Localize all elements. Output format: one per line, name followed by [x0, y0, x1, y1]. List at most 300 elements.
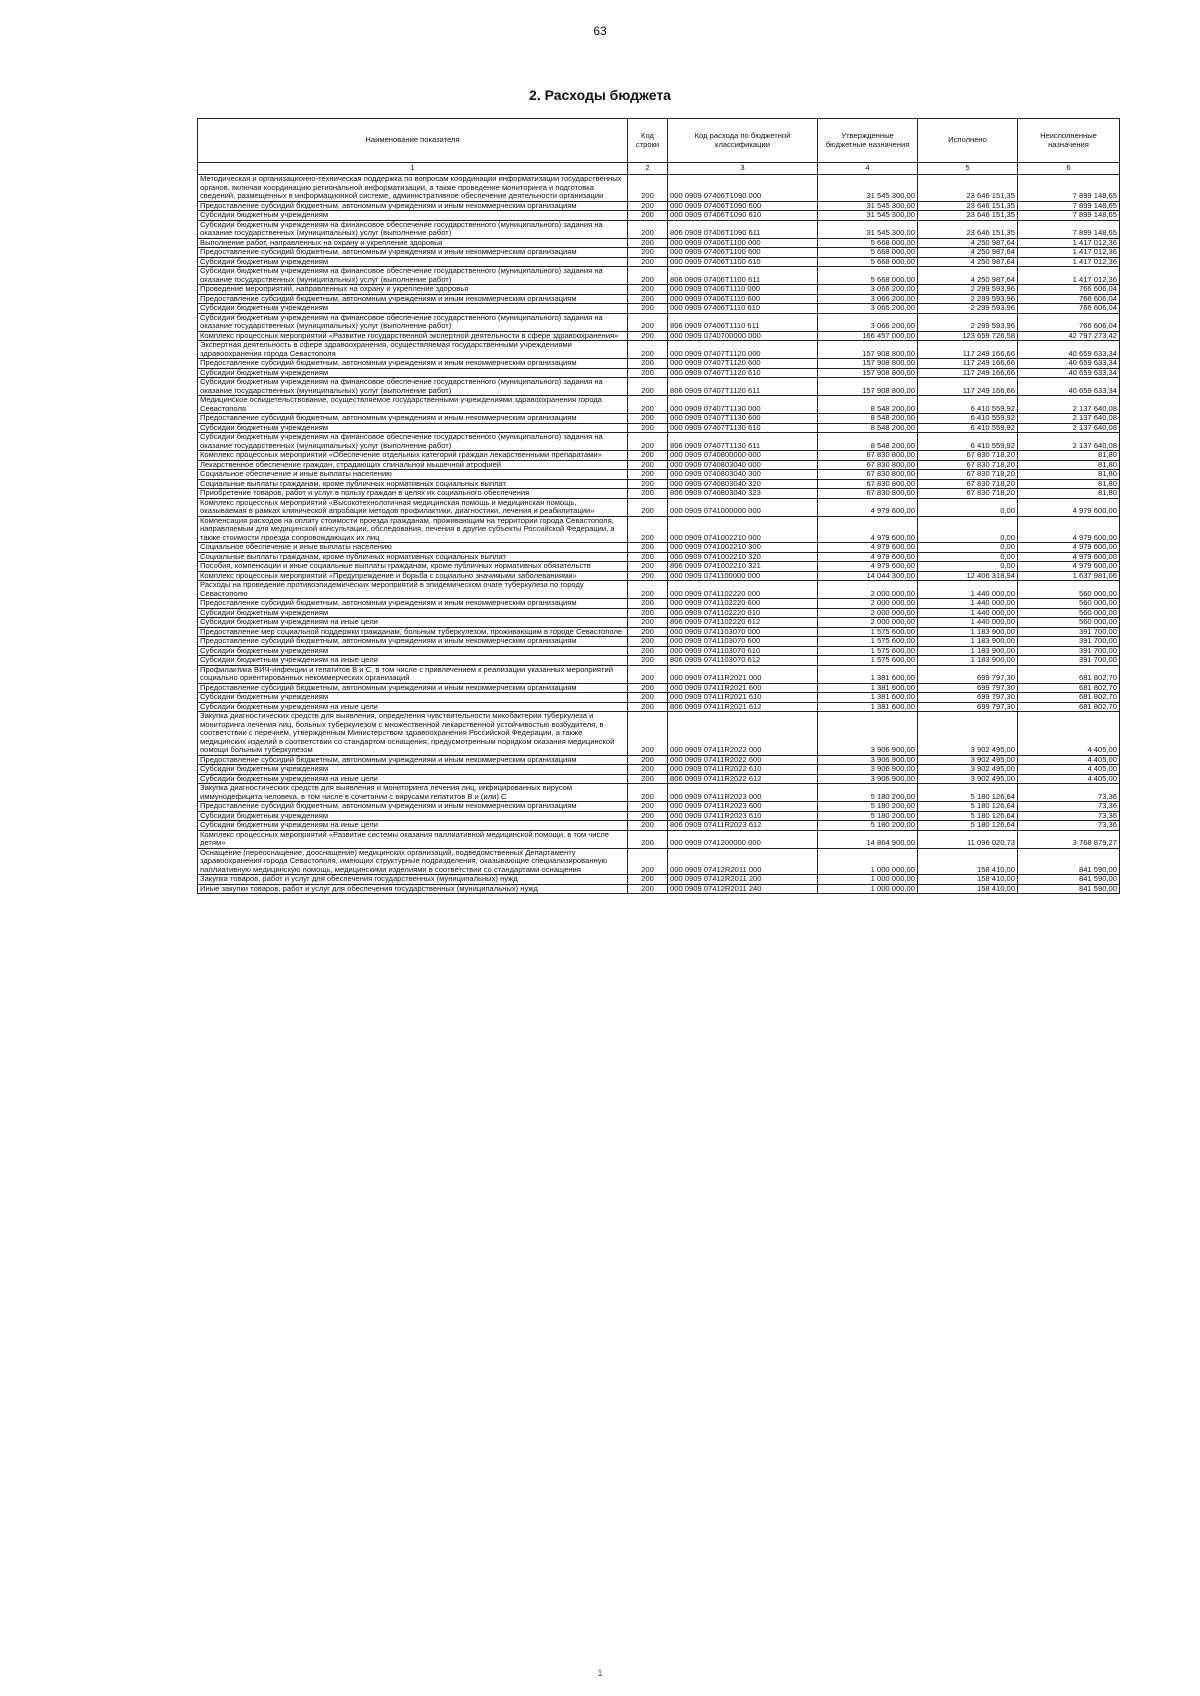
- line-code-cell: 200: [628, 848, 668, 875]
- approved-amount-cell: 1 381 600,00: [818, 693, 918, 703]
- classification-code-cell: 000 0909 0741000000 000: [668, 498, 818, 516]
- approved-amount-cell: 8 548 200,00: [818, 414, 918, 424]
- indicator-name-cell: Пособия, компенсации и иные социальные выплаты гражданам, кроме публичных нормативных обязательств: [198, 562, 628, 572]
- classification-code-cell: 000 0909 07406Т1090 000: [668, 175, 818, 202]
- line-code-cell: 200: [628, 802, 668, 812]
- indicator-name-cell: Субсидии бюджетным учреждениям: [198, 765, 628, 775]
- table-row: [198, 378, 1120, 396]
- table-row: [198, 220, 1120, 238]
- unexecuted-amount-cell: 81,80: [1018, 451, 1120, 461]
- classification-code-cell: 000 0909 07406Т1110 000: [668, 285, 818, 295]
- budget-expenses-table: [197, 118, 1120, 894]
- line-code-cell: 200: [628, 637, 668, 647]
- classification-code-cell: 000 0909 0740800000 000: [668, 451, 818, 461]
- classification-code-cell: 000 0909 0740700000 000: [668, 331, 818, 341]
- classification-code-cell: 000 0909 07411R2022 610: [668, 765, 818, 775]
- executed-amount-cell: 0,00: [918, 552, 1018, 562]
- line-code-cell: 200: [628, 238, 668, 248]
- approved-amount-cell: 31 545 300,00: [818, 211, 918, 221]
- executed-amount-cell: 158 410,00: [918, 848, 1018, 875]
- indicator-name-cell: Предоставление субсидий бюджетным, автономным учреждениям и иным некоммерческим организациям: [198, 294, 628, 304]
- approved-amount-cell: 4 979 600,00: [818, 562, 918, 572]
- unexecuted-amount-cell: 81,80: [1018, 479, 1120, 489]
- executed-amount-cell: 117 249 166,66: [918, 341, 1018, 359]
- executed-amount-cell: 699 797,30: [918, 665, 1018, 683]
- table-row: [198, 414, 1120, 424]
- line-code-cell: 200: [628, 646, 668, 656]
- executed-amount-cell: 1 183 900,00: [918, 646, 1018, 656]
- table-row: [198, 201, 1120, 211]
- line-code-cell: 200: [628, 693, 668, 703]
- executed-amount-cell: 5 180 126,64: [918, 811, 1018, 821]
- indicator-name-cell: Закупка товаров, работ и услуг для обеспечения государственных (муниципальных) нужд: [198, 875, 628, 885]
- classification-code-cell: 806 0909 0740803040 323: [668, 489, 818, 499]
- approved-amount-cell: 4 979 600,00: [818, 516, 918, 543]
- column-number: 5: [918, 163, 1018, 175]
- indicator-name-cell: Комплекс процессных мероприятий «Предупреждение и борьба с социально значимыми заболеваниями»: [198, 571, 628, 581]
- indicator-name-cell: Субсидии бюджетным учреждениям: [198, 693, 628, 703]
- table-row: [198, 267, 1120, 285]
- classification-code-cell: 000 0909 0741200000 000: [668, 830, 818, 848]
- approved-amount-cell: 1 575 600,00: [818, 637, 918, 647]
- executed-amount-cell: 6 410 559,92: [918, 423, 1018, 433]
- table-row: [198, 802, 1120, 812]
- approved-amount-cell: 67 830 800,00: [818, 470, 918, 480]
- table-row: [198, 599, 1120, 609]
- indicator-name-cell: Проведение мероприятий, направленных на охрану и укрепление здоровья: [198, 285, 628, 295]
- line-code-cell: 200: [628, 627, 668, 637]
- indicator-name-cell: Приобретение товаров, работ и услуг в пользу граждан в целях их социального обеспечения: [198, 489, 628, 499]
- classification-code-cell: 806 0909 07406Т1100 611: [668, 267, 818, 285]
- line-code-cell: 200: [628, 562, 668, 572]
- classification-code-cell: 000 0909 07411R2022 000: [668, 712, 818, 756]
- line-code-cell: 200: [628, 774, 668, 784]
- approved-amount-cell: 1 381 600,00: [818, 702, 918, 712]
- unexecuted-amount-cell: 841 590,00: [1018, 875, 1120, 885]
- unexecuted-amount-cell: 391 700,00: [1018, 656, 1120, 666]
- executed-amount-cell: 1 440 000,00: [918, 618, 1018, 628]
- unexecuted-amount-cell: 73,36: [1018, 821, 1120, 831]
- table-row: [198, 211, 1120, 221]
- unexecuted-amount-cell: 7 899 148,65: [1018, 211, 1120, 221]
- table-row: [198, 238, 1120, 248]
- unexecuted-amount-cell: 4 979 600,00: [1018, 498, 1120, 516]
- classification-code-cell: 000 0909 07407Т1130 000: [668, 396, 818, 414]
- header-classification-code: Код расхода по бюджетной классификации: [668, 119, 818, 163]
- page-footer-mark: 1: [597, 1668, 603, 1678]
- executed-amount-cell: 4 250 987,64: [918, 238, 1018, 248]
- unexecuted-amount-cell: 81,80: [1018, 489, 1120, 499]
- indicator-name-cell: Комплекс процессных мероприятий «Развитие системы оказания паллиативной медицинской помощи, в том числе детям»: [198, 830, 628, 848]
- line-code-cell: 200: [628, 755, 668, 765]
- classification-code-cell: 000 0909 07411R2022 600: [668, 755, 818, 765]
- table-row: [198, 423, 1120, 433]
- indicator-name-cell: Субсидии бюджетным учреждениям: [198, 257, 628, 267]
- table-row: [198, 359, 1120, 369]
- indicator-name-cell: Расходы на проведение противоэпидемических мероприятий в эпидемическом очаге туберкулеза по городу Севастополю: [198, 581, 628, 599]
- executed-amount-cell: 4 250 987,64: [918, 267, 1018, 285]
- line-code-cell: 200: [628, 479, 668, 489]
- unexecuted-amount-cell: 81,80: [1018, 470, 1120, 480]
- approved-amount-cell: 2 000 000,00: [818, 581, 918, 599]
- table-row: [198, 702, 1120, 712]
- table-row: [198, 396, 1120, 414]
- classification-code-cell: 806 0909 0741002210 321: [668, 562, 818, 572]
- indicator-name-cell: Субсидии бюджетным учреждениям: [198, 304, 628, 314]
- classification-code-cell: 806 0909 07411R2022 612: [668, 774, 818, 784]
- indicator-name-cell: Закупка диагностических средств для выявления, определения чувствительности микобактерии туберкулеза и мониторинга лечения лиц, больных туберкулезом с множественной лекарственной устойчивостью возбудителя, в соответствии с перечнем, утвержденным Министерством здравоохранения Российской Федерации, а также медицинских изделий в соответствии со стандартом оснащения, предусмотренным порядком оказания медицинской помощи больным туберкулезом: [198, 712, 628, 756]
- executed-amount-cell: 23 646 151,35: [918, 201, 1018, 211]
- table-row: [198, 830, 1120, 848]
- section-title: 2. Расходы бюджета: [529, 87, 671, 103]
- table-row: [198, 479, 1120, 489]
- line-code-cell: 200: [628, 498, 668, 516]
- line-code-cell: 200: [628, 702, 668, 712]
- table-row: [198, 294, 1120, 304]
- line-code-cell: 200: [628, 175, 668, 202]
- approved-amount-cell: 1 575 600,00: [818, 627, 918, 637]
- approved-amount-cell: 67 830 800,00: [818, 489, 918, 499]
- line-code-cell: 200: [628, 608, 668, 618]
- column-number: 4: [818, 163, 918, 175]
- indicator-name-cell: Предоставление субсидий бюджетным, автономным учреждениям и иным некоммерческим организациям: [198, 359, 628, 369]
- table-row: [198, 875, 1120, 885]
- indicator-name-cell: Методическая и организационно-техническая поддержка по вопросам координации информатизации государственных органов, включая координацию региональной информатизации, а также проведение мониторинга и подготовка сведений, размещенных в информационной системе, административное обеспечение деятельности организации: [198, 175, 628, 202]
- line-code-cell: 200: [628, 489, 668, 499]
- indicator-name-cell: Оснащение (переоснащение, дооснащение) медицинских организаций, подведомственных Департаменту здравоохранения города Севастополя, имеющих структурные подразделения, оказывающие специализированную паллиативную медицинскую помощь, медицинскими изделиями в соответствии со стандартами оснащения: [198, 848, 628, 875]
- indicator-name-cell: Субсидии бюджетным учреждениям: [198, 811, 628, 821]
- unexecuted-amount-cell: 1 417 012,36: [1018, 248, 1120, 258]
- line-code-cell: 200: [628, 331, 668, 341]
- executed-amount-cell: 1 440 000,00: [918, 608, 1018, 618]
- approved-amount-cell: 8 548 200,00: [818, 423, 918, 433]
- line-code-cell: 200: [628, 875, 668, 885]
- table-row: [198, 646, 1120, 656]
- executed-amount-cell: 3 902 495,00: [918, 712, 1018, 756]
- executed-amount-cell: 67 830 718,20: [918, 460, 1018, 470]
- table-row: [198, 552, 1120, 562]
- line-code-cell: 200: [628, 248, 668, 258]
- approved-amount-cell: 5 668 000,00: [818, 267, 918, 285]
- approved-amount-cell: 4 979 600,00: [818, 498, 918, 516]
- executed-amount-cell: 1 183 900,00: [918, 656, 1018, 666]
- unexecuted-amount-cell: 681 802,70: [1018, 693, 1120, 703]
- line-code-cell: 200: [628, 423, 668, 433]
- table-row: [198, 848, 1120, 875]
- classification-code-cell: 000 0909 0740803040 000: [668, 460, 818, 470]
- line-code-cell: 200: [628, 543, 668, 553]
- table-row: [198, 257, 1120, 267]
- executed-amount-cell: 0,00: [918, 562, 1018, 572]
- unexecuted-amount-cell: 40 659 633,34: [1018, 368, 1120, 378]
- classification-code-cell: 806 0909 07406Т1090 611: [668, 220, 818, 238]
- approved-amount-cell: 1 381 600,00: [818, 683, 918, 693]
- classification-code-cell: 000 0909 07406Т1100 600: [668, 248, 818, 258]
- approved-amount-cell: 5 668 000,00: [818, 248, 918, 258]
- executed-amount-cell: 67 830 718,20: [918, 470, 1018, 480]
- approved-amount-cell: 67 830 800,00: [818, 460, 918, 470]
- approved-amount-cell: 67 830 800,00: [818, 479, 918, 489]
- unexecuted-amount-cell: 391 700,00: [1018, 627, 1120, 637]
- unexecuted-amount-cell: 42 797 273,42: [1018, 331, 1120, 341]
- approved-amount-cell: 5 668 000,00: [818, 257, 918, 267]
- unexecuted-amount-cell: 560 000,00: [1018, 599, 1120, 609]
- executed-amount-cell: 1 440 000,00: [918, 581, 1018, 599]
- unexecuted-amount-cell: 1 417 012,36: [1018, 257, 1120, 267]
- classification-code-cell: 000 0909 07407Т1130 610: [668, 423, 818, 433]
- line-code-cell: 200: [628, 618, 668, 628]
- line-code-cell: 200: [628, 884, 668, 894]
- unexecuted-amount-cell: 73,36: [1018, 784, 1120, 802]
- line-code-cell: 200: [628, 313, 668, 331]
- unexecuted-amount-cell: 681 802,70: [1018, 665, 1120, 683]
- executed-amount-cell: 0,00: [918, 498, 1018, 516]
- executed-amount-cell: 23 646 151,35: [918, 220, 1018, 238]
- approved-amount-cell: 1 000 000,00: [818, 884, 918, 894]
- executed-amount-cell: 4 250 987,64: [918, 248, 1018, 258]
- executed-amount-cell: 67 830 718,20: [918, 479, 1018, 489]
- unexecuted-amount-cell: 40 659 633,34: [1018, 378, 1120, 396]
- column-number: 3: [668, 163, 818, 175]
- line-code-cell: 200: [628, 811, 668, 821]
- indicator-name-cell: Закупка диагностических средств для выявления и мониторинга лечения лиц, инфицированных вирусом иммунодефицита человека, в том числе в сочетании с вирусами гепатитов В и (или) С: [198, 784, 628, 802]
- unexecuted-amount-cell: 560 000,00: [1018, 608, 1120, 618]
- table-row: [198, 451, 1120, 461]
- indicator-name-cell: Предоставление субсидий бюджетным, автономным учреждениям и иным некоммерческим организациям: [198, 755, 628, 765]
- executed-amount-cell: 3 902 495,00: [918, 774, 1018, 784]
- indicator-name-cell: Предоставление субсидий бюджетным, автономным учреждениям и иным некоммерческим организациям: [198, 599, 628, 609]
- classification-code-cell: 000 0909 0741002210 320: [668, 552, 818, 562]
- table-row: [198, 755, 1120, 765]
- table-row: [198, 543, 1120, 553]
- classification-code-cell: 806 0909 07411R2021 612: [668, 702, 818, 712]
- approved-amount-cell: 3 906 900,00: [818, 765, 918, 775]
- classification-code-cell: 000 0909 07406Т1090 610: [668, 211, 818, 221]
- executed-amount-cell: 2 299 593,96: [918, 285, 1018, 295]
- unexecuted-amount-cell: 766 606,04: [1018, 294, 1120, 304]
- table-row: [198, 811, 1120, 821]
- line-code-cell: 200: [628, 378, 668, 396]
- classification-code-cell: 000 0909 07411R2021 000: [668, 665, 818, 683]
- classification-code-cell: 000 0909 07406Т1100 000: [668, 238, 818, 248]
- executed-amount-cell: 5 180 126,64: [918, 802, 1018, 812]
- unexecuted-amount-cell: 7 899 148,65: [1018, 220, 1120, 238]
- approved-amount-cell: 1 575 600,00: [818, 646, 918, 656]
- unexecuted-amount-cell: 2 137 640,08: [1018, 433, 1120, 451]
- approved-amount-cell: 166 457 000,00: [818, 331, 918, 341]
- table-row: [198, 821, 1120, 831]
- table-row: [198, 693, 1120, 703]
- unexecuted-amount-cell: 766 606,04: [1018, 285, 1120, 295]
- executed-amount-cell: 1 183 900,00: [918, 627, 1018, 637]
- table-row: [198, 765, 1120, 775]
- indicator-name-cell: Комплекс процессных мероприятий «Развитие государственной экспертной деятельности в сфере здравоохранения»: [198, 331, 628, 341]
- indicator-name-cell: Комплекс процессных мероприятий «Обеспечение отдельных категорий граждан лекарственными препаратами»: [198, 451, 628, 461]
- indicator-name-cell: Предоставление мер социальной поддержки гражданам, больным туберкулезом, проживающим в городе Севастополе: [198, 627, 628, 637]
- header-executed: Исполнено: [918, 119, 1018, 163]
- indicator-name-cell: Комплекс процессных мероприятий «Высокотехнологичная медицинская помощь и медицинская помощь, оказываемая в рамках клинической апробации методов профилактики, диагностики, лечения и реабилитации»: [198, 498, 628, 516]
- line-code-cell: 200: [628, 451, 668, 461]
- indicator-name-cell: Субсидии бюджетным учреждениям: [198, 423, 628, 433]
- classification-code-cell: 000 0909 07411R2023 000: [668, 784, 818, 802]
- unexecuted-amount-cell: 766 606,04: [1018, 304, 1120, 314]
- line-code-cell: 200: [628, 396, 668, 414]
- executed-amount-cell: 6 410 559,92: [918, 414, 1018, 424]
- table-row: [198, 313, 1120, 331]
- unexecuted-amount-cell: 560 000,00: [1018, 618, 1120, 628]
- indicator-name-cell: Предоставление субсидий бюджетным, автономным учреждениям и иным некоммерческим организациям: [198, 201, 628, 211]
- unexecuted-amount-cell: 40 659 633,34: [1018, 359, 1120, 369]
- table-row: [198, 285, 1120, 295]
- unexecuted-amount-cell: 73,36: [1018, 802, 1120, 812]
- executed-amount-cell: 699 797,30: [918, 683, 1018, 693]
- unexecuted-amount-cell: 1 417 012,36: [1018, 238, 1120, 248]
- table-row: [198, 516, 1120, 543]
- line-code-cell: 200: [628, 821, 668, 831]
- approved-amount-cell: 3 906 900,00: [818, 774, 918, 784]
- line-code-cell: 200: [628, 220, 668, 238]
- executed-amount-cell: 12 406 318,94: [918, 571, 1018, 581]
- unexecuted-amount-cell: 4 979 600,00: [1018, 562, 1120, 572]
- approved-amount-cell: 3 906 900,00: [818, 712, 918, 756]
- indicator-name-cell: Субсидии бюджетным учреждениям на финансовое обеспечение государственного (муниципального) задания на оказание государственных (муниципальных) услуг (выполнение работ): [198, 433, 628, 451]
- classification-code-cell: 000 0909 07406Т1110 610: [668, 304, 818, 314]
- line-code-cell: 200: [628, 581, 668, 599]
- unexecuted-amount-cell: 841 590,00: [1018, 884, 1120, 894]
- indicator-name-cell: Субсидии бюджетным учреждениям на иные цели: [198, 618, 628, 628]
- classification-code-cell: 000 0909 0741100000 000: [668, 571, 818, 581]
- approved-amount-cell: 5 180 200,00: [818, 821, 918, 831]
- classification-code-cell: 806 0909 07411R2023 612: [668, 821, 818, 831]
- line-code-cell: 200: [628, 470, 668, 480]
- approved-amount-cell: 67 830 800,00: [818, 451, 918, 461]
- executed-amount-cell: 3 902 495,00: [918, 755, 1018, 765]
- approved-amount-cell: 3 066 200,00: [818, 304, 918, 314]
- classification-code-cell: 000 0909 0741103070 610: [668, 646, 818, 656]
- table-row: [198, 331, 1120, 341]
- unexecuted-amount-cell: 766 606,04: [1018, 313, 1120, 331]
- line-code-cell: 200: [628, 599, 668, 609]
- approved-amount-cell: 157 908 800,00: [818, 378, 918, 396]
- column-number-row: [198, 163, 1120, 175]
- table-row: [198, 489, 1120, 499]
- indicator-name-cell: Выполнение работ, направленных на охрану и укрепление здоровья: [198, 238, 628, 248]
- classification-code-cell: 000 0909 0741102220 000: [668, 581, 818, 599]
- executed-amount-cell: 117 249 166,66: [918, 378, 1018, 396]
- unexecuted-amount-cell: 4 405,00: [1018, 774, 1120, 784]
- indicator-name-cell: Медицинское освидетельствование, осуществляемое государственными учреждениями здравоохранения города Севастополя: [198, 396, 628, 414]
- table-body: [198, 175, 1120, 894]
- indicator-name-cell: Предоставление субсидий бюджетным, автономным учреждениям и иным некоммерческим организациям: [198, 248, 628, 258]
- classification-code-cell: 000 0909 0741002210 300: [668, 543, 818, 553]
- unexecuted-amount-cell: 2 137 640,08: [1018, 423, 1120, 433]
- approved-amount-cell: 5 180 200,00: [818, 811, 918, 821]
- approved-amount-cell: 1 381 600,00: [818, 665, 918, 683]
- line-code-cell: 200: [628, 304, 668, 314]
- indicator-name-cell: Социальное обеспечение и иные выплаты населению: [198, 470, 628, 480]
- indicator-name-cell: Предоставление субсидий бюджетным, автономным учреждениям и иным некоммерческим организациям: [198, 637, 628, 647]
- classification-code-cell: 806 0909 07407Т1120 611: [668, 378, 818, 396]
- classification-code-cell: 000 0909 0741103070 600: [668, 637, 818, 647]
- approved-amount-cell: 8 548 200,00: [818, 433, 918, 451]
- executed-amount-cell: 0,00: [918, 516, 1018, 543]
- table-row: [198, 175, 1120, 202]
- indicator-name-cell: Субсидии бюджетным учреждениям на иные цели: [198, 821, 628, 831]
- table-row: [198, 248, 1120, 258]
- executed-amount-cell: 6 410 559,92: [918, 433, 1018, 451]
- indicator-name-cell: Субсидии бюджетным учреждениям на иные цели: [198, 774, 628, 784]
- line-code-cell: 200: [628, 656, 668, 666]
- indicator-name-cell: Социальные выплаты гражданам, кроме публичных нормативных социальных выплат: [198, 479, 628, 489]
- header-approved: Утвержденные бюджетные назначения: [818, 119, 918, 163]
- unexecuted-amount-cell: 2 137 640,08: [1018, 396, 1120, 414]
- classification-code-cell: 000 0909 0741002210 000: [668, 516, 818, 543]
- table-row: [198, 774, 1120, 784]
- indicator-name-cell: Субсидии бюджетным учреждениям на финансовое обеспечение государственного (муниципального) задания на оказание государственных (муниципальных) услуг (выполнение работ): [198, 313, 628, 331]
- header-unexecuted: Неисполненные назначения: [1018, 119, 1120, 163]
- table-row: [198, 498, 1120, 516]
- unexecuted-amount-cell: 841 590,00: [1018, 848, 1120, 875]
- approved-amount-cell: 4 979 600,00: [818, 543, 918, 553]
- table-row: [198, 712, 1120, 756]
- table-row: [198, 460, 1120, 470]
- line-code-cell: 200: [628, 712, 668, 756]
- line-code-cell: 200: [628, 201, 668, 211]
- approved-amount-cell: 5 180 200,00: [818, 802, 918, 812]
- line-code-cell: 200: [628, 571, 668, 581]
- line-code-cell: 200: [628, 341, 668, 359]
- classification-code-cell: 000 0909 07411R2021 600: [668, 683, 818, 693]
- indicator-name-cell: Субсидии бюджетным учреждениям: [198, 368, 628, 378]
- table-row: [198, 627, 1120, 637]
- table-row: [198, 470, 1120, 480]
- classification-code-cell: 806 0909 07407Т1130 611: [668, 433, 818, 451]
- classification-code-cell: 000 0909 0741102220 600: [668, 599, 818, 609]
- table-row: [198, 656, 1120, 666]
- indicator-name-cell: Субсидии бюджетным учреждениям на финансовое обеспечение государственного (муниципального) задания на оказание государственных (муниципальных) услуг (выполнение работ): [198, 220, 628, 238]
- unexecuted-amount-cell: 4 979 600,00: [1018, 552, 1120, 562]
- executed-amount-cell: 2 299 593,96: [918, 313, 1018, 331]
- approved-amount-cell: 14 044 300,00: [818, 571, 918, 581]
- classification-code-cell: 000 0909 07412R2011 000: [668, 848, 818, 875]
- executed-amount-cell: 67 830 718,20: [918, 489, 1018, 499]
- line-code-cell: 200: [628, 784, 668, 802]
- unexecuted-amount-cell: 560 000,00: [1018, 581, 1120, 599]
- classification-code-cell: 000 0909 07407Т1120 000: [668, 341, 818, 359]
- line-code-cell: 200: [628, 368, 668, 378]
- executed-amount-cell: 23 646 151,35: [918, 175, 1018, 202]
- header-line-code: Код строки: [628, 119, 668, 163]
- approved-amount-cell: 5 180 200,00: [818, 784, 918, 802]
- indicator-name-cell: Субсидии бюджетным учреждениям: [198, 608, 628, 618]
- table-row: [198, 368, 1120, 378]
- executed-amount-cell: 5 180 126,64: [918, 821, 1018, 831]
- classification-code-cell: 000 0909 0740803040 300: [668, 470, 818, 480]
- executed-amount-cell: 1 183 900,00: [918, 637, 1018, 647]
- executed-amount-cell: 158 410,00: [918, 884, 1018, 894]
- column-number: 1: [198, 163, 628, 175]
- unexecuted-amount-cell: 391 700,00: [1018, 637, 1120, 647]
- classification-code-cell: 000 0909 07411R2023 610: [668, 811, 818, 821]
- table-row: [198, 683, 1120, 693]
- executed-amount-cell: 23 646 151,35: [918, 211, 1018, 221]
- unexecuted-amount-cell: 4 405,00: [1018, 765, 1120, 775]
- table-row: [198, 618, 1120, 628]
- line-code-cell: 200: [628, 683, 668, 693]
- table-row: [198, 341, 1120, 359]
- indicator-name-cell: Профилактика ВИЧ-инфекции и гепатитов В и С, в том числе с привлечением к реализации указанных мероприятий социально ориентированных некоммерческих организаций: [198, 665, 628, 683]
- approved-amount-cell: 157 908 800,00: [818, 368, 918, 378]
